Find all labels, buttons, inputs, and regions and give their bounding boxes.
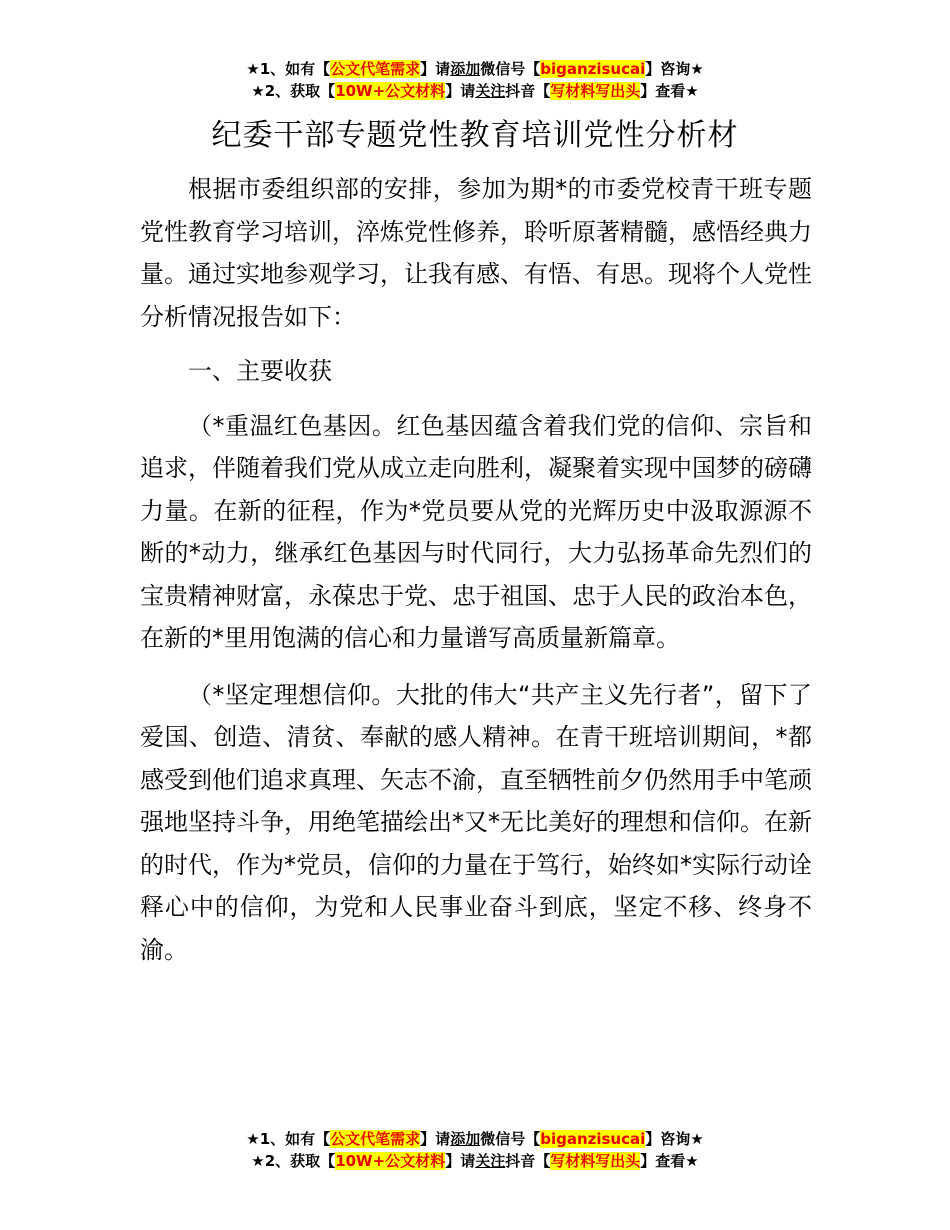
banner-line-1 bbox=[0, 58, 950, 80]
banner-highlight: 写材料写出头 bbox=[550, 1152, 641, 1170]
banner-highlight: 公文代笔需求 bbox=[330, 60, 421, 78]
paragraph-intro: 根据市委组织部的安排，参加为期*的市委党校青干班专题党性教育学习培训，淬炼党性修养，聆听原著精髓，感悟经典力量。通过实地参观学习，让我有感、有悟、有思。现将个人党性分析情况报告如下： bbox=[140, 175, 812, 331]
banner-text: 】请 bbox=[420, 1130, 451, 1148]
banner-text: 】查看★ bbox=[640, 1152, 699, 1170]
banner-text: 】咨询★ bbox=[645, 1130, 704, 1148]
banner-highlight: 写材料写出头 bbox=[550, 82, 641, 100]
banner-line-2 bbox=[0, 1150, 950, 1172]
header-banner bbox=[0, 58, 950, 102]
banner-text: 微信号【 bbox=[480, 60, 541, 78]
document-title: 纪委干部专题党性教育培训党性分析材 bbox=[211, 118, 739, 153]
paragraph-ideals: （*坚定理想信仰。大批的伟大“共产主义先行者”，留下了爱国、创造、清贫、奉献的感人精神。在青干班培训期间，*都感受到他们追求真理、矢志不渝，直至牺牲前夕仍然用手中笔顽强地坚持斗争，用绝笔描绘出*又*无比美好的理想和信仰。在新的时代，作为*党员，信仰的力量在于笃行，始终如*实际行动诠释心中的信仰，为党和人民事业奋斗到底，坚定不移、终身不渝。 bbox=[140, 680, 812, 964]
banner-line-1 bbox=[0, 1128, 950, 1150]
document-body bbox=[140, 168, 812, 971]
banner-text: 】咨询★ bbox=[645, 60, 704, 78]
banner-highlight: 10W+公文材料 bbox=[335, 82, 446, 100]
section-heading: 一、主要收获 bbox=[188, 357, 332, 385]
banner-highlight: biganzisucai bbox=[540, 60, 646, 78]
banner-text: 抖音【 bbox=[505, 82, 551, 100]
banner-underlined: 添加 bbox=[450, 1130, 481, 1148]
banner-text: 】请 bbox=[420, 60, 451, 78]
banner-text: 微信号【 bbox=[480, 1130, 541, 1148]
banner-text: 抖音【 bbox=[505, 1152, 551, 1170]
banner-underlined: 添加 bbox=[450, 60, 481, 78]
banner-text: ★1、如有【 bbox=[246, 60, 331, 78]
banner-text: 】请 bbox=[445, 82, 476, 100]
banner-highlight: 10W+公文材料 bbox=[335, 1152, 446, 1170]
banner-text: ★2、获取【 bbox=[251, 1152, 336, 1170]
footer-banner bbox=[0, 1128, 950, 1172]
banner-underlined: 关注 bbox=[475, 82, 506, 100]
banner-text: 】查看★ bbox=[640, 82, 699, 100]
banner-underlined: 关注 bbox=[475, 1152, 506, 1170]
banner-highlight: biganzisucai bbox=[540, 1130, 646, 1148]
banner-line-2 bbox=[0, 80, 950, 102]
paragraph-red-gene: （*重温红色基因。红色基因蕴含着我们党的信仰、宗旨和追求，伴随着我们党从成立走向胜利，凝聚着实现中国梦的磅礴力量。在新的征程，作为*党员要从党的光辉历史中汲取源源不断的*动力，继承红色基因与时代同行，大力弘扬革命先烈们的宝贵精神财富，永葆忠于党、忠于祖国、忠于人民的政治本色，在新的*里用饱满的信心和力量谱写高质量新篇章。 bbox=[140, 411, 812, 652]
banner-text: ★1、如有【 bbox=[246, 1130, 331, 1148]
banner-highlight: 公文代笔需求 bbox=[330, 1130, 421, 1148]
banner-text: 】请 bbox=[445, 1152, 476, 1170]
banner-text: ★2、获取【 bbox=[251, 82, 336, 100]
